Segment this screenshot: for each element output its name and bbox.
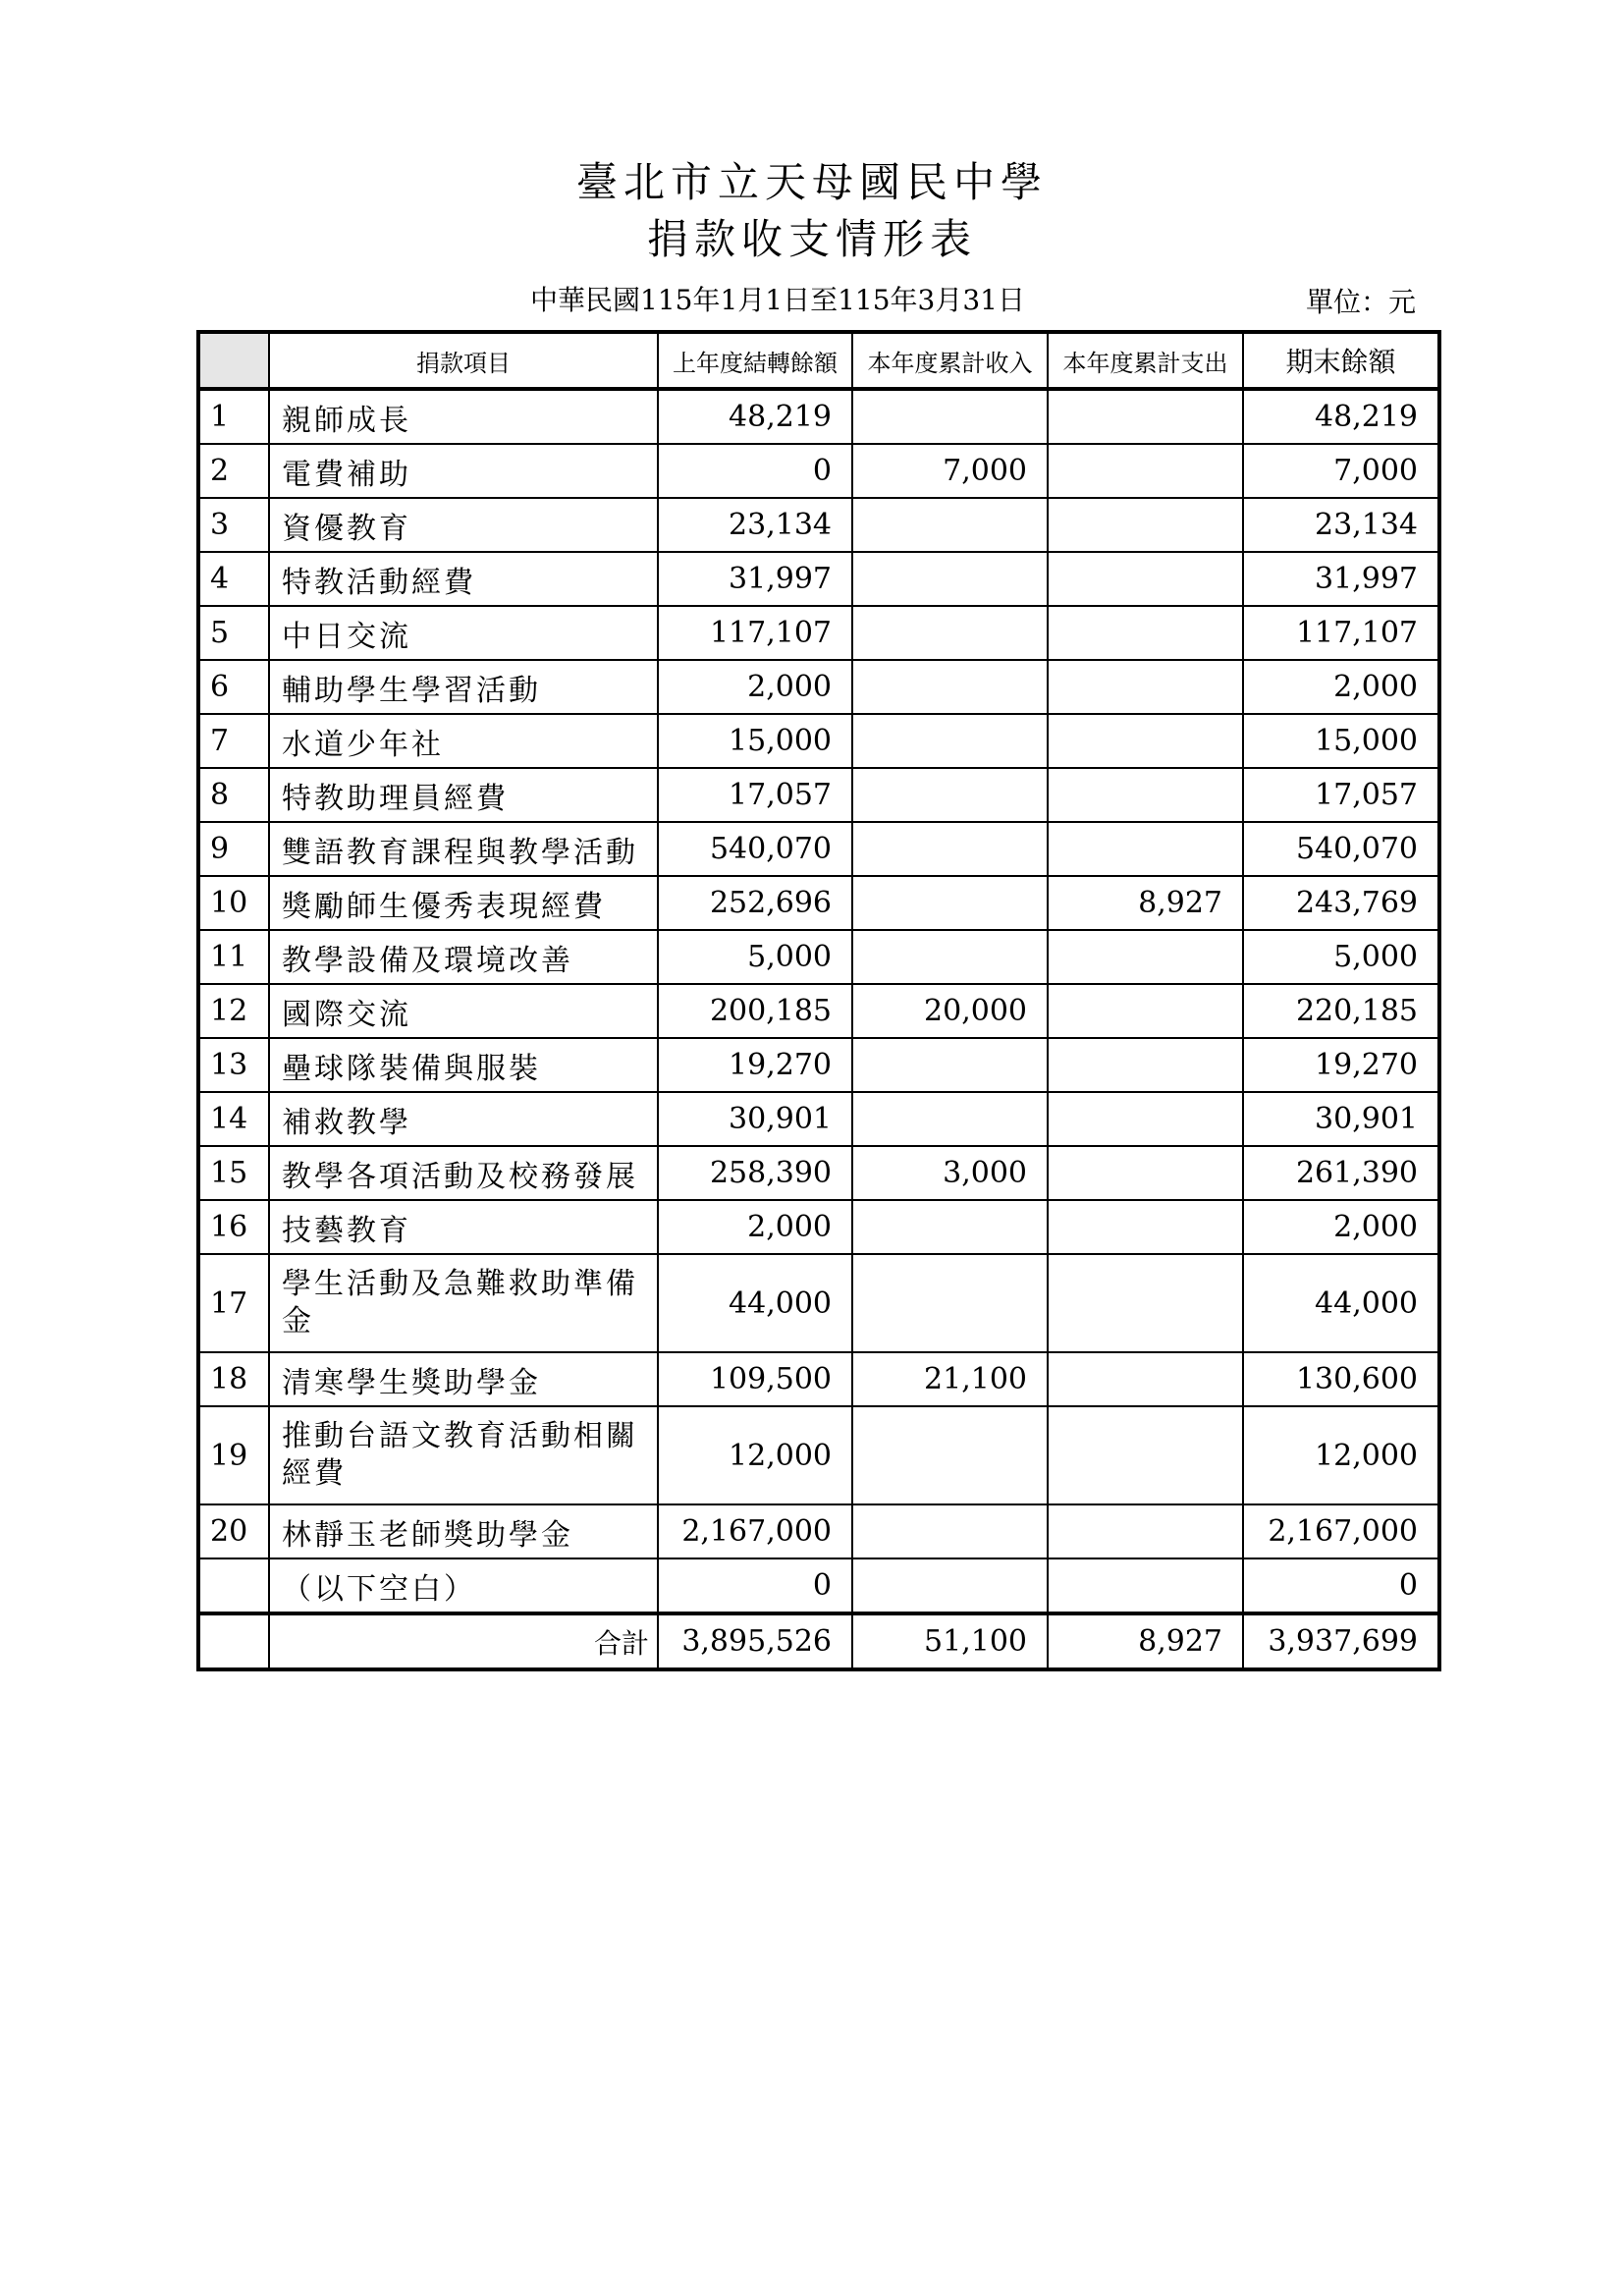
row-income: [852, 552, 1048, 606]
row-prev-balance: 200,185: [658, 984, 852, 1038]
table-row: [198, 768, 1439, 822]
row-prev-balance: 48,219: [658, 389, 852, 444]
row-end-balance: 2,000: [1243, 660, 1439, 714]
row-no: 13: [198, 1038, 269, 1092]
total-label: 合計: [269, 1613, 658, 1669]
row-item: 特教助理員經費: [269, 768, 658, 822]
row-prev-balance: 109,500: [658, 1352, 852, 1406]
row-income: [852, 822, 1048, 876]
row-end-balance: 2,000: [1243, 1200, 1439, 1254]
table-row: [198, 606, 1439, 660]
row-income: [852, 714, 1048, 768]
report-period: 中華民國115年1月1日至115年3月31日: [530, 284, 1025, 316]
row-income: [852, 1406, 1048, 1504]
row-income: [852, 1038, 1048, 1092]
row-prev-balance: 5,000: [658, 930, 852, 984]
row-no: 15: [198, 1146, 269, 1200]
table-row: [198, 822, 1439, 876]
row-expense: [1048, 1254, 1243, 1352]
row-prev-balance: 258,390: [658, 1146, 852, 1200]
row-no: 14: [198, 1092, 269, 1146]
row-income: 21,100: [852, 1352, 1048, 1406]
table-row: [198, 552, 1439, 606]
row-no: 16: [198, 1200, 269, 1254]
row-no: [198, 1558, 269, 1613]
row-prev-balance: 30,901: [658, 1092, 852, 1146]
row-income: [852, 1254, 1048, 1352]
row-item: 特教活動經費: [269, 552, 658, 606]
header-expense: 本年度累計支出: [1048, 332, 1243, 389]
row-prev-balance: 117,107: [658, 606, 852, 660]
row-no: 19: [198, 1406, 269, 1504]
row-end-balance: 117,107: [1243, 606, 1439, 660]
row-prev-balance: 2,167,000: [658, 1504, 852, 1558]
total-no: [198, 1613, 269, 1669]
row-no: 3: [198, 498, 269, 552]
row-income: [852, 606, 1048, 660]
row-item: 親師成長: [269, 389, 658, 444]
currency-unit: 單位：元: [1306, 286, 1417, 318]
row-end-balance: 540,070: [1243, 822, 1439, 876]
row-end-balance: 0: [1243, 1558, 1439, 1613]
row-item: 清寒學生獎助學金: [269, 1352, 658, 1406]
row-prev-balance: 17,057: [658, 768, 852, 822]
row-expense: [1048, 498, 1243, 552]
table-row: [198, 930, 1439, 984]
row-item: 教學各項活動及校務發展: [269, 1146, 658, 1200]
row-prev-balance: 2,000: [658, 660, 852, 714]
row-income: [852, 1504, 1048, 1558]
row-no: 2: [198, 444, 269, 498]
row-item: 雙語教育課程與教學活動: [269, 822, 658, 876]
row-expense: [1048, 552, 1243, 606]
row-expense: [1048, 606, 1243, 660]
school-name: 臺北市立天母國民中學: [575, 158, 1048, 206]
row-prev-balance: 540,070: [658, 822, 852, 876]
row-income: 7,000: [852, 444, 1048, 498]
row-expense: [1048, 1146, 1243, 1200]
row-income: [852, 1092, 1048, 1146]
row-item: 壘球隊裝備與服裝: [269, 1038, 658, 1092]
row-expense: [1048, 1504, 1243, 1558]
row-expense: [1048, 1200, 1243, 1254]
row-item: 中日交流: [269, 606, 658, 660]
row-expense: [1048, 660, 1243, 714]
row-end-balance: 48,219: [1243, 389, 1439, 444]
report-title: 捐款收支情形表: [646, 215, 977, 263]
header-item: 捐款項目: [269, 332, 658, 389]
row-prev-balance: 12,000: [658, 1406, 852, 1504]
row-end-balance: 23,134: [1243, 498, 1439, 552]
row-no: 18: [198, 1352, 269, 1406]
table-row: [198, 1038, 1439, 1092]
row-expense: [1048, 1406, 1243, 1504]
row-no: 8: [198, 768, 269, 822]
row-no: 12: [198, 984, 269, 1038]
header-prev-balance: 上年度結轉餘額: [658, 332, 852, 389]
row-expense: [1048, 822, 1243, 876]
row-end-balance: 261,390: [1243, 1146, 1439, 1200]
row-no: 20: [198, 1504, 269, 1558]
row-end-balance: 2,167,000: [1243, 1504, 1439, 1558]
row-end-balance: 17,057: [1243, 768, 1439, 822]
table-row: [198, 984, 1439, 1038]
row-expense: [1048, 930, 1243, 984]
row-expense: [1048, 1352, 1243, 1406]
donation-table: [196, 330, 1441, 1671]
row-expense: [1048, 714, 1243, 768]
row-no: 1: [198, 389, 269, 444]
row-prev-balance: 0: [658, 1558, 852, 1613]
row-end-balance: 31,997: [1243, 552, 1439, 606]
row-end-balance: 30,901: [1243, 1092, 1439, 1146]
total-end: 3,937,699: [1243, 1613, 1439, 1669]
table-row: [198, 1146, 1439, 1200]
row-no: 9: [198, 822, 269, 876]
row-end-balance: 7,000: [1243, 444, 1439, 498]
row-prev-balance: 252,696: [658, 876, 852, 930]
row-item: 水道少年社: [269, 714, 658, 768]
row-no: 7: [198, 714, 269, 768]
total-income: 51,100: [852, 1613, 1048, 1669]
row-item: 林靜玉老師獎助學金: [269, 1504, 658, 1558]
row-no: 6: [198, 660, 269, 714]
total-expense: 8,927: [1048, 1613, 1243, 1669]
row-item: 國際交流: [269, 984, 658, 1038]
row-prev-balance: 15,000: [658, 714, 852, 768]
row-expense: [1048, 1038, 1243, 1092]
row-no: 17: [198, 1254, 269, 1352]
row-income: [852, 930, 1048, 984]
row-expense: [1048, 444, 1243, 498]
row-end-balance: 19,270: [1243, 1038, 1439, 1092]
table-row: [198, 1558, 1439, 1613]
total-prev: 3,895,526: [658, 1613, 852, 1669]
row-item: 補救教學: [269, 1092, 658, 1146]
table-row: [198, 1504, 1439, 1558]
header-end-balance: 期末餘額: [1243, 332, 1439, 389]
row-end-balance: 243,769: [1243, 876, 1439, 930]
row-item: （以下空白）: [269, 1558, 658, 1613]
row-end-balance: 15,000: [1243, 714, 1439, 768]
row-item: 推動台語文教育活動相關經費: [269, 1406, 658, 1504]
header-row: [198, 332, 1439, 389]
row-prev-balance: 23,134: [658, 498, 852, 552]
table-row: [198, 1092, 1439, 1146]
table-row: [198, 1352, 1439, 1406]
table-row: [198, 389, 1439, 444]
row-end-balance: 5,000: [1243, 930, 1439, 984]
row-expense: 8,927: [1048, 876, 1243, 930]
row-end-balance: 130,600: [1243, 1352, 1439, 1406]
header-no: [198, 332, 269, 389]
row-item: 電費補助: [269, 444, 658, 498]
table-row: [198, 660, 1439, 714]
row-no: 10: [198, 876, 269, 930]
row-income: [852, 389, 1048, 444]
table-row: [198, 444, 1439, 498]
row-prev-balance: 19,270: [658, 1038, 852, 1092]
row-item: 輔助學生學習活動: [269, 660, 658, 714]
row-income: [852, 1558, 1048, 1613]
table-row: [198, 714, 1439, 768]
row-prev-balance: 0: [658, 444, 852, 498]
table-row: [198, 1200, 1439, 1254]
row-income: 3,000: [852, 1146, 1048, 1200]
row-expense: [1048, 389, 1243, 444]
row-item: 獎勵師生優秀表現經費: [269, 876, 658, 930]
row-no: 5: [198, 606, 269, 660]
row-prev-balance: 31,997: [658, 552, 852, 606]
row-expense: [1048, 768, 1243, 822]
row-expense: [1048, 1558, 1243, 1613]
row-end-balance: 12,000: [1243, 1406, 1439, 1504]
row-item: 技藝教育: [269, 1200, 658, 1254]
row-income: 20,000: [852, 984, 1048, 1038]
total-row: [198, 1613, 1439, 1669]
table-row: [198, 876, 1439, 930]
row-prev-balance: 44,000: [658, 1254, 852, 1352]
row-no: 4: [198, 552, 269, 606]
row-no: 11: [198, 930, 269, 984]
row-income: [852, 660, 1048, 714]
row-item: 資優教育: [269, 498, 658, 552]
row-expense: [1048, 1092, 1243, 1146]
row-income: [852, 498, 1048, 552]
row-end-balance: 44,000: [1243, 1254, 1439, 1352]
row-item: 學生活動及急難救助準備金: [269, 1254, 658, 1352]
row-income: [852, 876, 1048, 930]
row-income: [852, 768, 1048, 822]
row-end-balance: 220,185: [1243, 984, 1439, 1038]
table-row: [198, 498, 1439, 552]
row-income: [852, 1200, 1048, 1254]
table-row: [198, 1254, 1439, 1352]
row-prev-balance: 2,000: [658, 1200, 852, 1254]
row-expense: [1048, 984, 1243, 1038]
header-income: 本年度累計收入: [852, 332, 1048, 389]
row-item: 教學設備及環境改善: [269, 930, 658, 984]
table-row: [198, 1406, 1439, 1504]
